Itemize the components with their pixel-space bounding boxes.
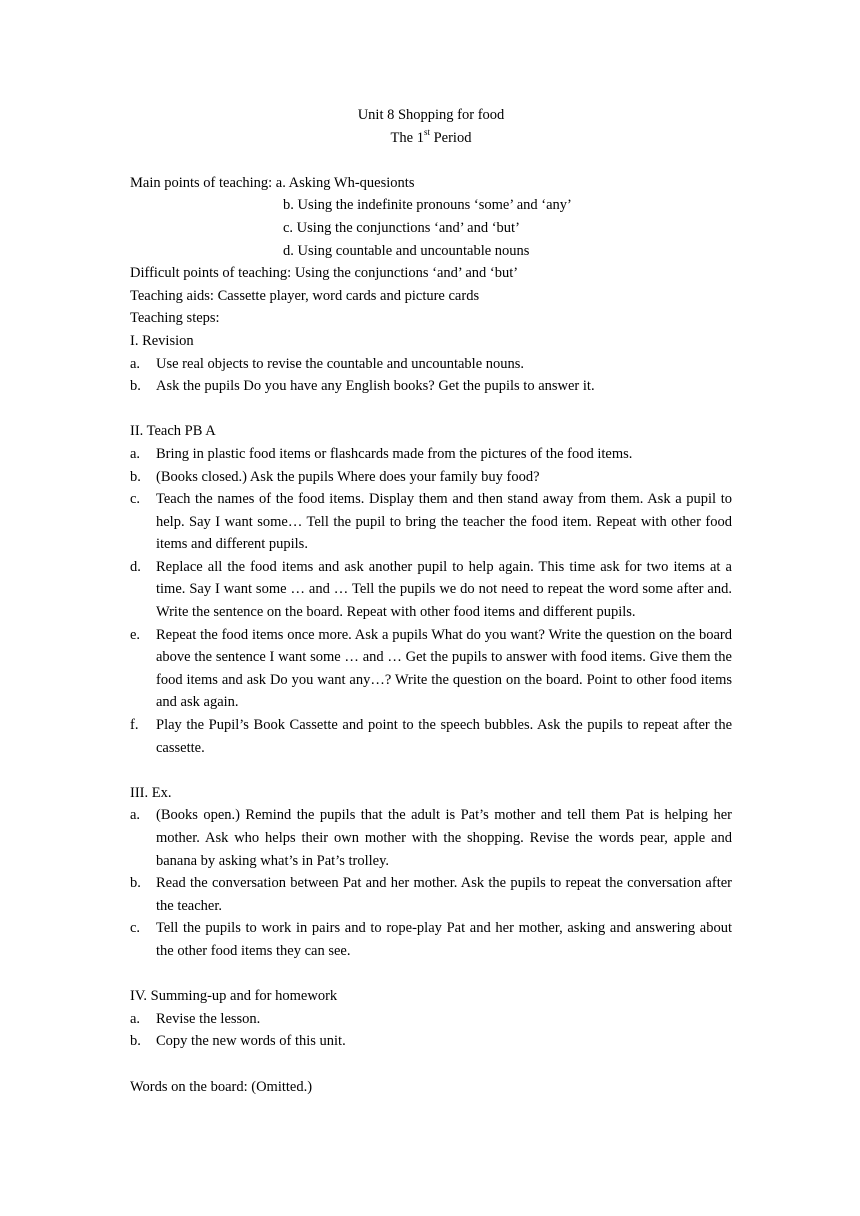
teaching-steps: Teaching steps: — [130, 310, 220, 327]
item-text: Replace all the food items and ask another pupil to help again. This time ask for two items at a time. Say I want some … and … Tell the pupils we do not need to repeat the word some after and. Write the sentence on the board. Repeat with other food items and different pupils. — [156, 558, 732, 621]
item-marker: a. — [130, 807, 141, 824]
item-marker: e. — [130, 626, 141, 643]
item-text: (Books open.) Remind the pupils that the adult is Pat’s mother and tell them Pat is helping her mother. Ask who helps their own mother with the shopping. Revise the words pear, apple and banana by asking what’s in Pat’s trolley. — [156, 807, 732, 869]
difficult-points: Difficult points of teaching: Using the conjunctions ‘and’ and ‘but’ — [130, 265, 519, 282]
item-text: Bring in plastic food items or flashcards made from the pictures of the food items. — [156, 445, 633, 462]
item-marker: a. — [130, 1010, 141, 1027]
main-points-label: Main points of teaching: — [130, 174, 276, 191]
main-point-b: b. Using the indefinite pronouns ‘some’ and ‘any’ — [283, 197, 572, 214]
list-item — [130, 556, 732, 624]
list-item — [130, 353, 732, 376]
item-marker: b. — [130, 378, 141, 395]
item-text: Teach the names of the food items. Display them and then stand away from them. Ask a pupil to help. Say I want some… Tell the pupil to bring the teacher the food item. Repeat with other food items and different pupils. — [156, 491, 732, 553]
section-heading: I. Revision — [130, 332, 194, 349]
board-words: Words on the board: (Omitted.) — [130, 1078, 313, 1095]
list-item — [130, 804, 732, 872]
teaching-aids: Teaching aids: Cassette player, word cards and picture cards — [130, 287, 480, 304]
item-marker: c. — [130, 920, 141, 937]
item-marker: b. — [130, 468, 141, 485]
item-text: Read the conversation between Pat and her mother. Ask the pupils to repeat the conversation after the teacher. — [156, 875, 732, 914]
list-item — [130, 1030, 732, 1053]
list-item — [130, 917, 732, 962]
main-point-d: d. Using countable and uncountable nouns — [283, 242, 530, 259]
list-item — [130, 466, 732, 489]
period-title — [130, 127, 732, 150]
item-marker: d. — [130, 558, 141, 575]
spacer — [130, 149, 732, 172]
section-heading: IV. Summing-up and for homework — [130, 988, 338, 1005]
main-point-a: a. Asking Wh-quesionts — [275, 174, 415, 191]
section-heading: III. Ex. — [130, 784, 172, 801]
item-marker: b. — [130, 1033, 141, 1050]
item-text: Copy the new words of this unit. — [156, 1033, 346, 1050]
item-marker: f. — [130, 717, 139, 734]
section-heading: II. Teach PB A — [130, 423, 216, 440]
item-marker: c. — [130, 491, 141, 508]
item-marker: a. — [130, 445, 141, 462]
item-text: Use real objects to revise the countable and uncountable nouns. — [156, 355, 525, 372]
unit-title: Unit 8 Shopping for food — [357, 107, 505, 123]
spacer — [130, 1053, 732, 1076]
list-item — [130, 375, 732, 398]
period-suffix: Period — [429, 129, 472, 146]
item-text: Play the Pupil’s Book Cassette and point to the speech bubbles. Ask the pupils to repeat after the cassette. — [156, 717, 732, 756]
list-item — [130, 1008, 732, 1031]
item-text: Tell the pupils to work in pairs and to rope-play Pat and her mother, asking and answering about the other food items they can see. — [156, 920, 732, 959]
item-text: Ask the pupils Do you have any English books? Get the pupils to answer it. — [156, 378, 595, 395]
spacer — [130, 398, 732, 421]
main-point-c: c. Using the conjunctions ‘and’ and ‘but’ — [283, 219, 520, 236]
item-marker: a. — [130, 355, 141, 372]
spacer — [130, 759, 732, 782]
lesson-plan-page — [130, 104, 732, 1098]
item-text: Revise the lesson. — [156, 1010, 261, 1027]
item-text: (Books closed.) Ask the pupils Where does your family buy food? — [156, 468, 540, 485]
list-item — [130, 714, 732, 759]
item-marker: b. — [130, 875, 141, 892]
list-item — [130, 624, 732, 714]
main-points-line-1 — [130, 172, 732, 195]
item-text: Repeat the food items once more. Ask a pupils What do you want? Write the question on the board above the sentence I want some … and … Get the pupils to answer with food items. Give them the food items and ask Do you want any…? Write the question on the board. Point to other food items and ask again. — [156, 626, 732, 711]
spacer — [130, 963, 732, 986]
list-item — [130, 872, 732, 917]
list-item — [130, 443, 732, 466]
period-prefix: The 1 — [390, 129, 424, 146]
list-item — [130, 488, 732, 556]
period-superscript: st — [423, 126, 430, 137]
